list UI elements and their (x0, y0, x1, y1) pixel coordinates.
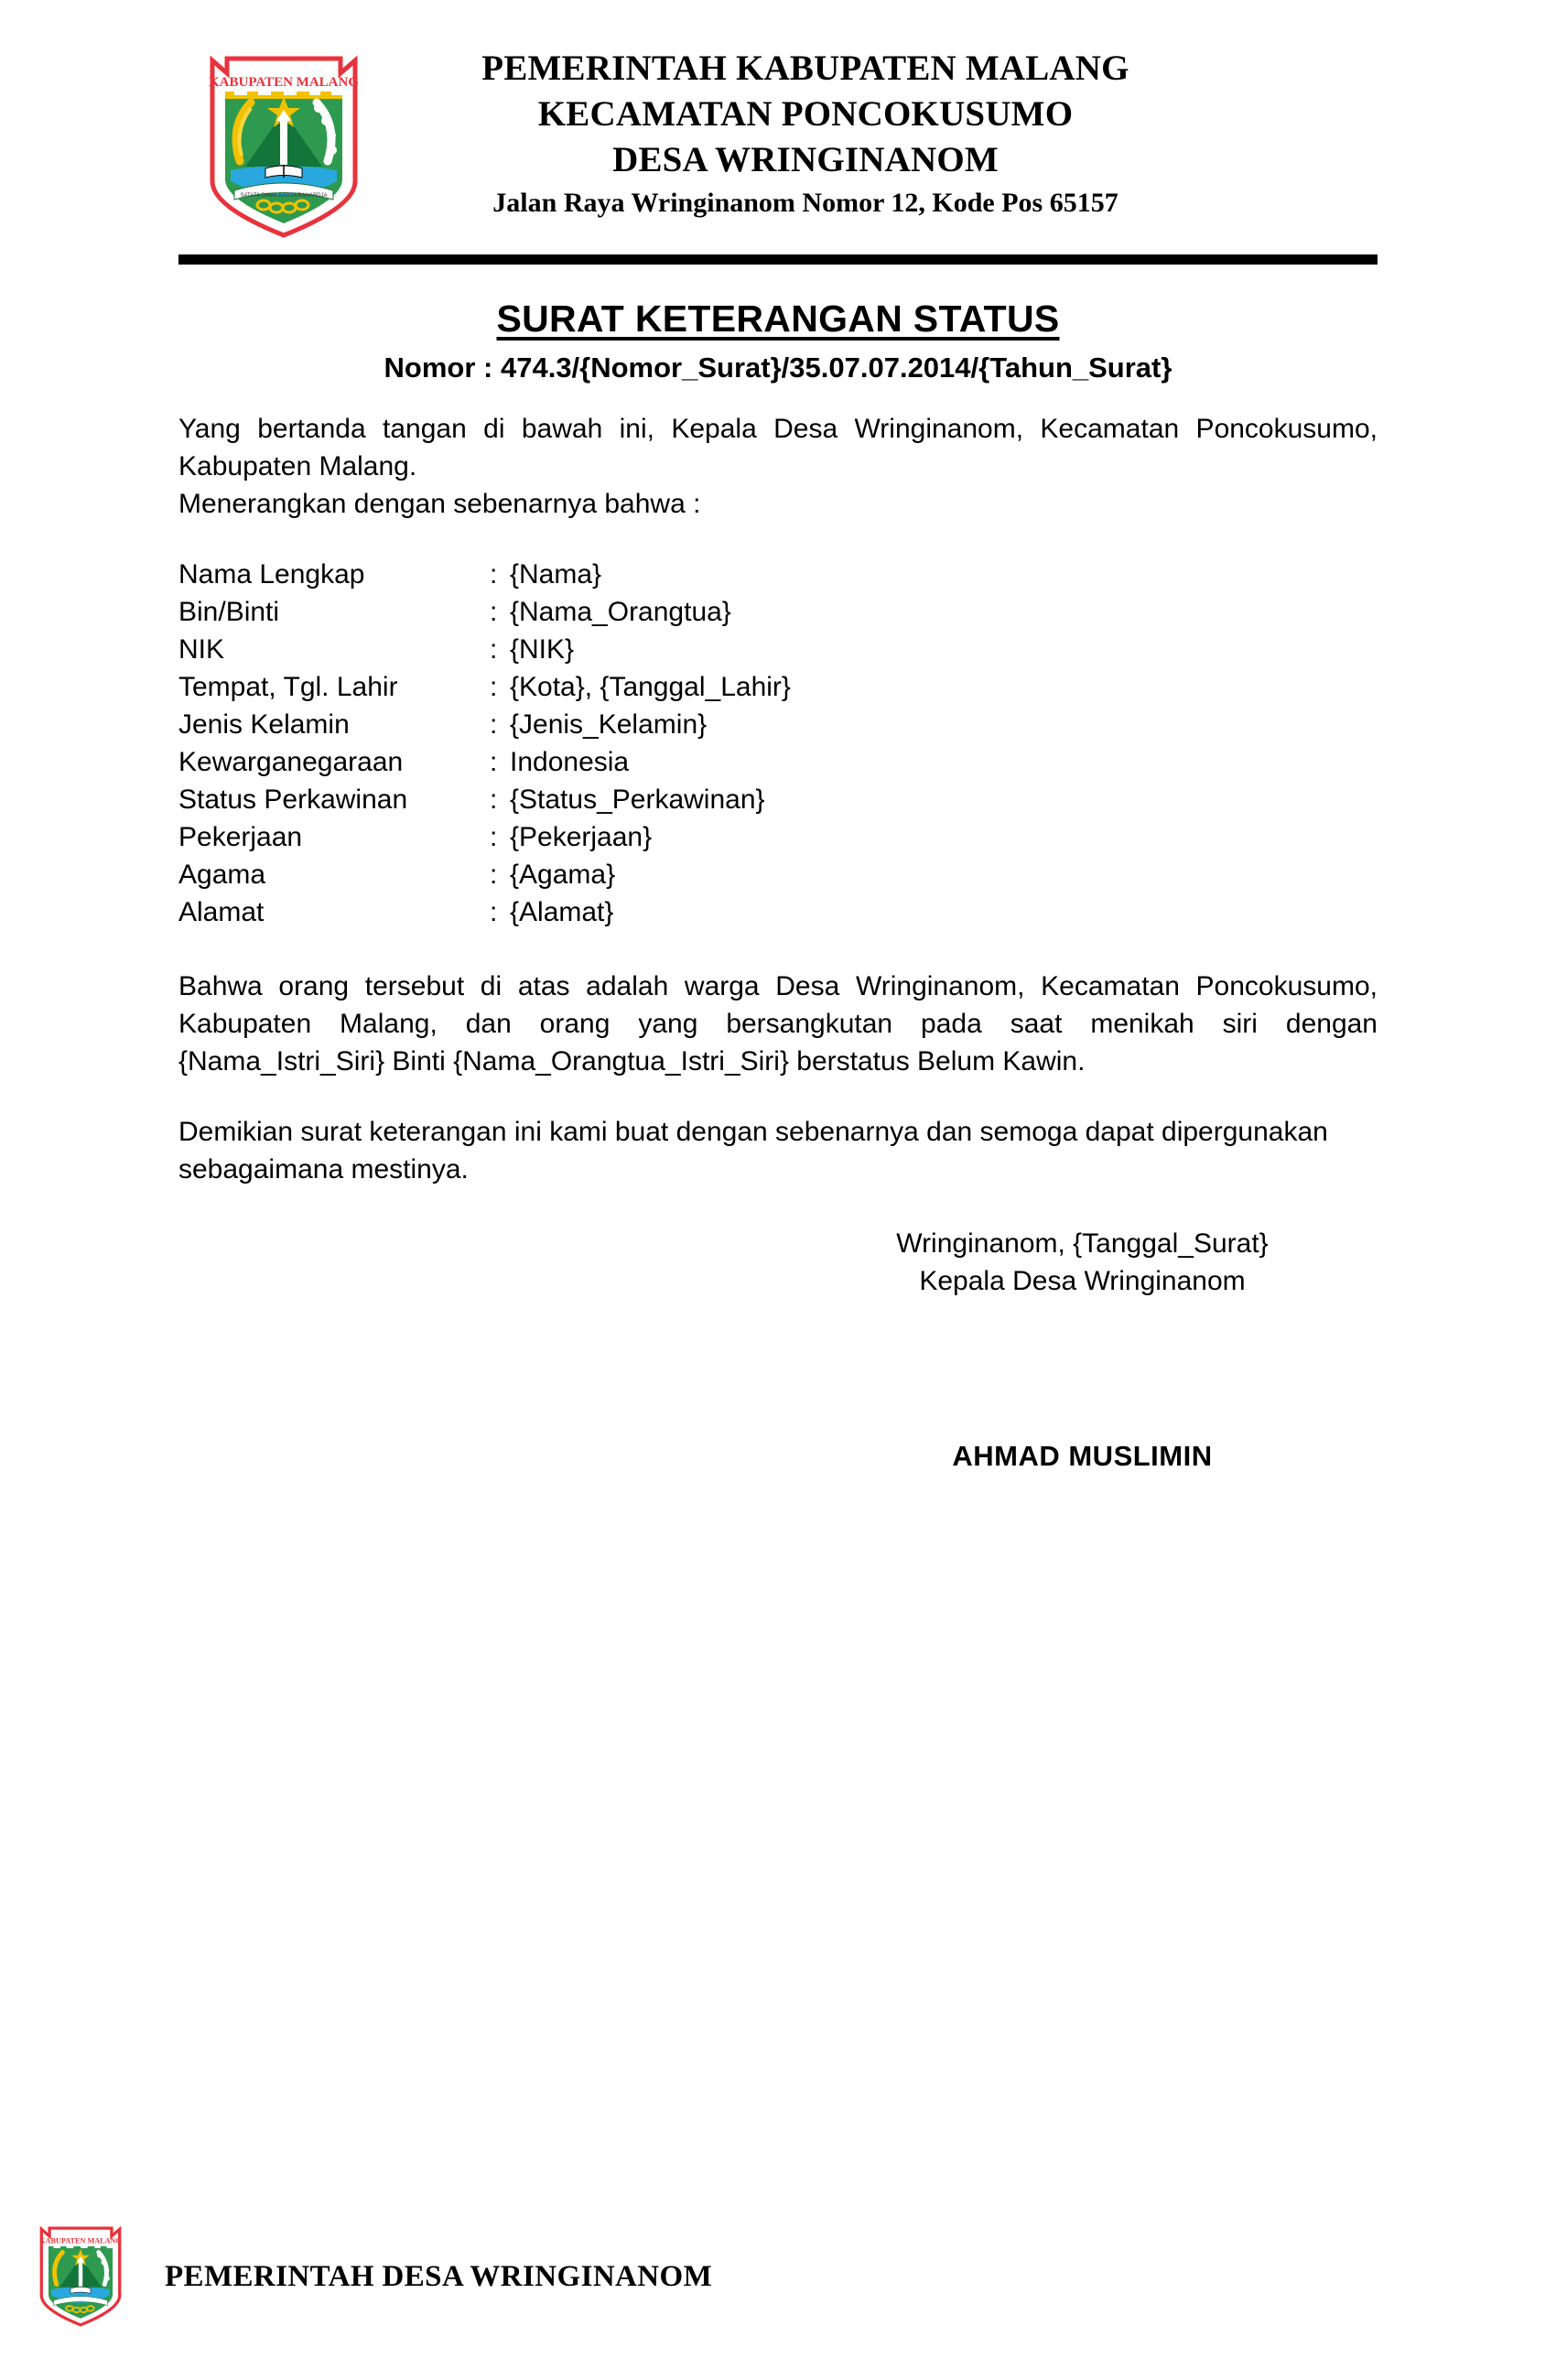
field-value: {Status_Perkawinan} (510, 784, 765, 815)
field-separator: : (490, 897, 498, 927)
letter-body (178, 410, 1378, 1188)
signature-position: Kepala Desa Wringinanom (919, 1266, 1246, 1296)
field-value: {Agama} (510, 860, 616, 890)
table-row (178, 631, 791, 668)
field-label: Status Perkawinan (178, 784, 408, 815)
table-row (178, 706, 791, 743)
field-label: Pekerjaan (178, 822, 303, 852)
table-row (178, 781, 791, 818)
letterhead-line-district: KECAMATAN PONCOKUSUMO (537, 94, 1074, 134)
signature-place-date: Wringinanom, {Tanggal_Surat} (896, 1228, 1269, 1259)
field-separator: : (490, 822, 498, 852)
field-value: {Pekerjaan} (510, 822, 653, 852)
field-label: Bin/Binti (178, 597, 280, 627)
field-value: {Nama} (510, 559, 602, 590)
letterhead-line-address: Jalan Raya Wringinanom Nomor 12, Kode Pos 65157 (492, 188, 1118, 218)
letterhead (0, 46, 1556, 241)
field-label: Kewarganegaraan (178, 747, 404, 777)
table-row (178, 668, 791, 706)
field-separator: : (490, 597, 498, 627)
field-separator: : (490, 672, 498, 702)
spacer (178, 931, 1378, 968)
kabupaten-malang-crest-icon (207, 53, 361, 241)
header-crest-slot (174, 46, 394, 241)
document-number-line: Nomor : 474.3/{Nomor_Surat}/35.07.07.2014/{Tahun_Surat} (384, 352, 1172, 384)
field-separator: : (490, 559, 498, 590)
field-separator: : (490, 860, 498, 890)
intro-second-line: Menerangkan dengan sebenarnya bahwa : (178, 489, 701, 519)
table-row (178, 743, 791, 781)
field-label: Jenis Kelamin (178, 709, 350, 740)
field-separator: : (490, 747, 498, 777)
letterhead-line-government: PEMERINTAH KABUPATEN MALANG (481, 49, 1129, 88)
field-value: {NIK} (510, 634, 575, 665)
field-label: Agama (178, 860, 266, 890)
table-row (178, 818, 791, 856)
identity-field-table (178, 556, 791, 931)
field-label: Alamat (178, 897, 265, 927)
crest-caption-small: KABUPATEN MALANG (38, 2236, 122, 2245)
signature-block (787, 1225, 1378, 1300)
crest-caption: KABUPATEN MALANG (208, 75, 360, 90)
title-block (178, 295, 1378, 388)
intro-paragraph: Yang bertanda tangan di bawah ini, Kepala Desa Wringinanom, Kecamatan Poncokusumo, Kabupaten Malang. (178, 414, 1378, 481)
field-value: {Nama_Orangtua} (510, 597, 731, 627)
footer-crest-slot (32, 2224, 128, 2329)
spacer (178, 523, 1378, 556)
closing-paragraph: Demikian surat keterangan ini kami buat dengan sebenarnya dan semoga dapat dipergunakan sebagaimana mestinya. (178, 1117, 1328, 1185)
identity-field-rows (178, 556, 791, 931)
field-label: Nama Lengkap (178, 559, 365, 590)
crest-motto: SATATA GAMA KARTA RAHARDJA (240, 193, 328, 199)
table-row (178, 556, 791, 593)
footer-title: PEMERINTAH DESA WRINGINANOM (165, 2259, 713, 2293)
page-title: SURAT KETERANGAN STATUS (496, 298, 1060, 340)
table-row (178, 593, 791, 631)
field-value: Indonesia (510, 747, 630, 777)
signature-name: AHMAD MUSLIMIN (952, 1440, 1213, 1472)
field-value: {Kota}, {Tanggal_Lahir} (510, 672, 791, 702)
field-separator: : (490, 784, 498, 815)
table-row (178, 856, 791, 893)
table-row (178, 893, 791, 931)
spacer (178, 1080, 1378, 1113)
page-footer (0, 2224, 1556, 2329)
kabupaten-malang-crest-icon-small (38, 2224, 123, 2329)
field-label: NIK (178, 634, 225, 665)
letterhead-text (394, 46, 1217, 223)
field-value: {Jenis_Kelamin} (510, 709, 708, 740)
field-label: Tempat, Tgl. Lahir (178, 672, 398, 702)
letterhead-line-village: DESA WRINGINANOM (612, 140, 999, 179)
field-value: {Alamat} (510, 897, 614, 927)
field-separator: : (490, 634, 498, 665)
field-separator: : (490, 709, 498, 740)
statement-paragraph: Bahwa orang tersebut di atas adalah warga Desa Wringinanom, Kecamatan Poncokusumo, Kabupaten Malang, dan orang yang bersangkutan pada saat menikah siri dengan {Nama_Istri_Siri} Binti {Nama_Orangtua_Istri_Siri} berstatus Belum Kawin. (178, 971, 1378, 1076)
letterhead-divider (178, 254, 1378, 265)
